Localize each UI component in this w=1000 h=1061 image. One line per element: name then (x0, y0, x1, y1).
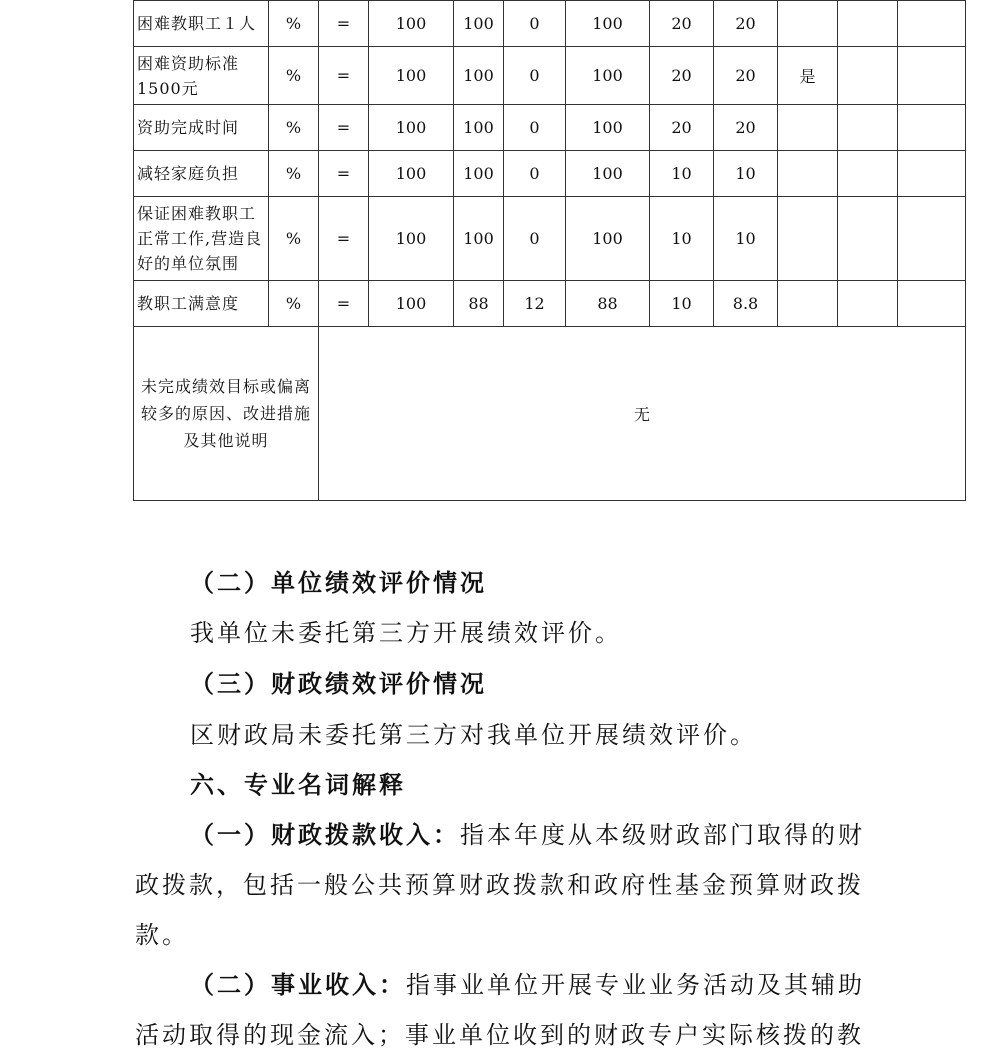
indicator-cell: 困难教职工１人 (134, 1, 269, 47)
weight-cell: 10 (650, 197, 714, 281)
extra-cell (838, 197, 898, 281)
indicator-cell: 教职工满意度 (134, 281, 269, 327)
actual-cell: 100 (454, 47, 504, 105)
actual-cell: 100 (454, 151, 504, 197)
weight-cell: 10 (650, 151, 714, 197)
operator-cell: = (319, 1, 369, 47)
actual-cell: 100 (454, 197, 504, 281)
note-row (134, 327, 966, 501)
rate-cell: 100 (566, 1, 650, 47)
glossary-item (135, 810, 880, 960)
note-value: 无 (319, 327, 966, 501)
target-cell: 100 (369, 281, 454, 327)
glossary-term: （二）事业收入： (190, 971, 406, 999)
flag-cell (778, 151, 838, 197)
extra-cell (898, 151, 966, 197)
unit-cell: % (269, 281, 319, 327)
section-heading-glossary: 六、专业名词解释 (190, 771, 406, 799)
target-cell: 100 (369, 47, 454, 105)
table-row (134, 1, 966, 47)
deviation-cell: 0 (504, 151, 566, 197)
rate-cell: 100 (566, 47, 650, 105)
extra-cell (898, 105, 966, 151)
flag-cell (778, 281, 838, 327)
indicator-cell: 减轻家庭负担 (134, 151, 269, 197)
glossary-definition: 指事业单位开展专业业务活动及其辅助活动取得的现金流入；事业单位收到的财政专户实际核拨的教 (135, 971, 865, 1049)
section-heading-finance-evaluation: （三）财政绩效评价情况 (190, 670, 487, 698)
target-cell: 100 (369, 151, 454, 197)
indicator-cell: 保证困难教职工正常工作,营造良好的单位氛围 (134, 197, 269, 281)
indicator-cell: 资助完成时间 (134, 105, 269, 151)
weight-cell: 10 (650, 281, 714, 327)
weight-cell: 20 (650, 105, 714, 151)
extra-cell (838, 47, 898, 105)
table-row (134, 197, 966, 281)
score-cell: 20 (714, 1, 778, 47)
extra-cell (838, 105, 898, 151)
deviation-cell: 12 (504, 281, 566, 327)
deviation-cell: 0 (504, 47, 566, 105)
rate-cell: 100 (566, 151, 650, 197)
target-cell: 100 (369, 105, 454, 151)
score-cell: 20 (714, 105, 778, 151)
extra-cell (898, 281, 966, 327)
indicator-cell: 困难资助标准1500元 (134, 47, 269, 105)
flag-cell (778, 1, 838, 47)
score-cell: 10 (714, 197, 778, 281)
weight-cell: 20 (650, 1, 714, 47)
glossary-definition: 指本年度从本级财政部门取得的财政拨款，包括一般公共预算财政拨款和政府性基金预算财政拨款。 (135, 821, 865, 949)
table-row (134, 281, 966, 327)
extra-cell (898, 197, 966, 281)
table-row (134, 105, 966, 151)
rate-cell: 88 (566, 281, 650, 327)
unit-cell: % (269, 47, 319, 105)
flag-cell (778, 197, 838, 281)
actual-cell: 88 (454, 281, 504, 327)
deviation-cell: 0 (504, 197, 566, 281)
extra-cell (838, 1, 898, 47)
extra-cell (838, 151, 898, 197)
section-heading-unit-evaluation: （二）单位绩效评价情况 (190, 569, 487, 597)
section-text-finance-evaluation: 区财政局未委托第三方对我单位开展绩效评价。 (190, 721, 757, 749)
actual-cell: 100 (454, 1, 504, 47)
unit-cell: % (269, 1, 319, 47)
flag-cell (778, 105, 838, 151)
performance-table (133, 0, 966, 501)
score-cell: 10 (714, 151, 778, 197)
section-text-unit-evaluation: 我单位未委托第三方开展绩效评价。 (190, 619, 622, 647)
operator-cell: = (319, 197, 369, 281)
flag-cell: 是 (778, 47, 838, 105)
extra-cell (898, 1, 966, 47)
actual-cell: 100 (454, 105, 504, 151)
table-row (134, 47, 966, 105)
deviation-cell: 0 (504, 105, 566, 151)
unit-cell: % (269, 105, 319, 151)
note-label: 未完成绩效目标或偏离较多的原因、改进措施及其他说明 (134, 327, 319, 501)
operator-cell: = (319, 105, 369, 151)
unit-cell: % (269, 197, 319, 281)
rate-cell: 100 (566, 105, 650, 151)
glossary-item (135, 960, 880, 1060)
operator-cell: = (319, 47, 369, 105)
extra-cell (898, 47, 966, 105)
operator-cell: = (319, 151, 369, 197)
operator-cell: = (319, 281, 369, 327)
weight-cell: 20 (650, 47, 714, 105)
unit-cell: % (269, 151, 319, 197)
table-row (134, 151, 966, 197)
score-cell: 20 (714, 47, 778, 105)
glossary-term: （一）财政拨款收入： (190, 821, 460, 849)
score-cell: 8.8 (714, 281, 778, 327)
rate-cell: 100 (566, 197, 650, 281)
extra-cell (838, 281, 898, 327)
deviation-cell: 0 (504, 1, 566, 47)
target-cell: 100 (369, 1, 454, 47)
target-cell: 100 (369, 197, 454, 281)
